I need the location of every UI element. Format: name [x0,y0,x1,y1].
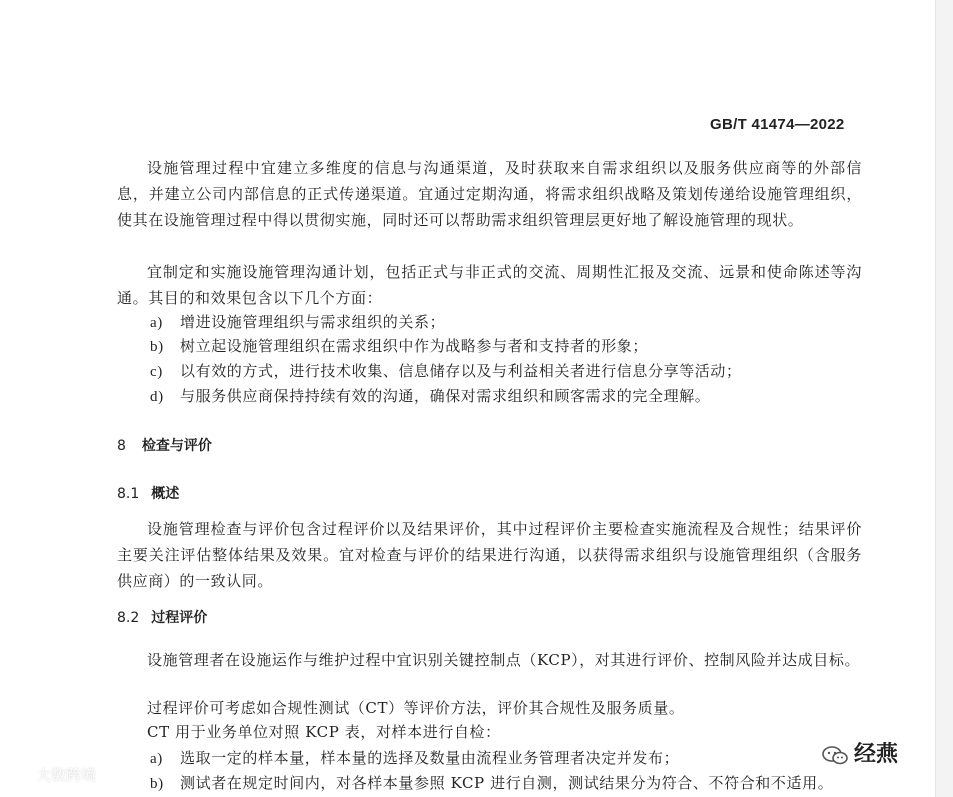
list-marker: a) [150,315,163,331]
weibo-logo-icon [6,768,34,784]
list-item [150,335,648,358]
list-item-text: 树立起设施管理组织在需求组织中作为战略参与者和支持者的形象； [180,337,649,355]
paragraph-overview: 设施管理检查与评价包含过程评价以及结果评价，其中过程评价主要检查实施流程及合规性；结果评价主要关注评估整体结果及效果。宜对检查与评价的结果进行沟通，以获得需求组织与设施管理组织（含服务供应商）的一致认同。 [117,520,862,590]
list-item-text: 以有效的方式，进行技术收集、信息储存以及与利益相关者进行信息分享等活动； [180,362,742,380]
section-heading-8 [117,436,212,456]
section-number: 8 [117,438,126,454]
section-heading-8-1 [117,484,179,504]
list-marker: a) [150,751,163,767]
list-item [150,747,679,770]
page-edge [935,0,953,797]
section-number: 8.1 [117,486,140,502]
watermark-left-text: 大数跨境 [36,766,97,784]
list-marker: b) [150,339,164,355]
paragraph-compliance-testing: 过程评价可考虑如合规性测试（CT）等评价方法，评价其合规性及服务质量。 [147,699,685,717]
list-item [150,360,742,383]
watermark-right-text: 经燕 [854,742,899,767]
paragraph-kcp: 设施管理者在设施运作与维护过程中宜识别关键控制点（KCP），对其进行评价、控制风险并达成目标。 [147,651,861,669]
list-marker: d) [150,389,164,405]
section-number: 8.2 [117,610,140,626]
list-item-text: 增进设施管理组织与需求组织的关系； [180,313,446,331]
list-item-text: 选取一定的样本量，样本量的选择及数量由流程业务管理者决定并发布； [180,749,680,767]
list-marker: c) [150,364,163,380]
list-item-text: 测试者在规定时间内，对各样本量参照 KCP 进行自测，测试结果分为符合、不符合和不适用。 [180,774,834,792]
watermark-left [6,764,96,785]
wechat-logo-icon [822,745,848,765]
list-item [150,772,833,795]
section-title: 过程评价 [151,610,208,626]
paragraph-communication-channels: 设施管理过程中宜建立多维度的信息与沟通渠道，及时获取来自需求组织以及服务供应商等的外部信息，并建立公司内部信息的正式传递渠道。宜通过定期沟通，将需求组织战略及策划传递给设施管理组织，使其在设施管理过程中得以贯彻实施，同时还可以帮助需求组织管理层更好地了解设施管理的现状。 [117,159,862,229]
paragraph-communication-plan: 宜制定和实施设施管理沟通计划，包括正式与非正式的交流、周期性汇报及交流、远景和使命陈述等沟通。其目的和效果包含以下几个方面： [117,263,862,307]
list-item-text: 与服务供应商保持持续有效的沟通，确保对需求组织和顾客需求的完全理解。 [180,387,711,405]
standard-code: GB/T 41474—2022 [710,116,845,133]
section-title: 检查与评价 [141,438,212,454]
section-heading-8-2 [117,608,207,628]
paragraph-ct-self-check: CT 用于业务单位对照 KCP 表，对样本进行自检： [147,723,501,741]
section-title: 概述 [151,486,180,502]
list-item [150,385,710,408]
list-item [150,311,445,334]
watermark-right [822,737,898,768]
list-marker: b) [150,776,164,792]
